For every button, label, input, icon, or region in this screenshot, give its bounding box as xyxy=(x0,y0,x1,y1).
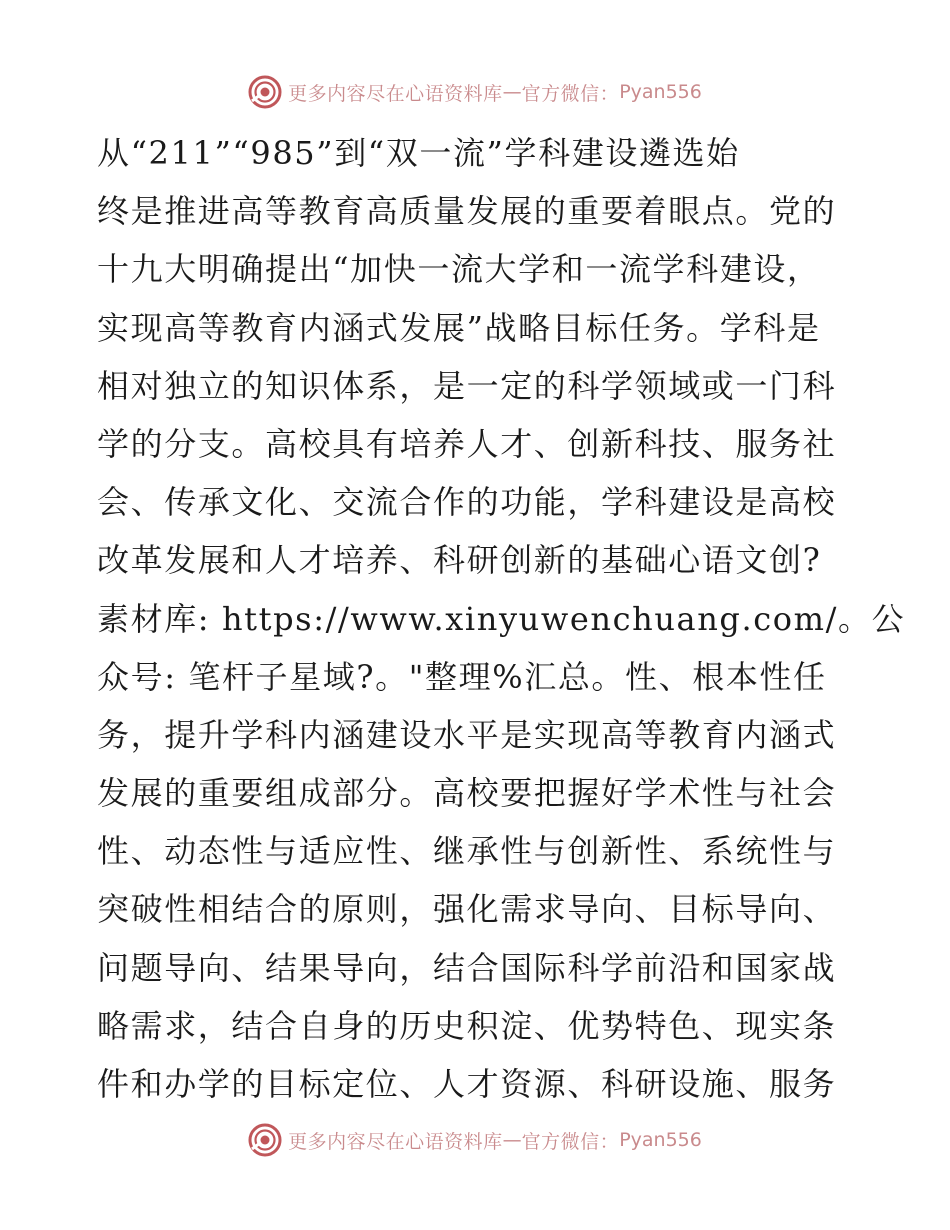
body-line: 务，提升学科内涵建设水平是实现高等教育内涵式 xyxy=(97,715,837,754)
footer-account-label: 官方微信： xyxy=(521,1130,620,1153)
footer-banner xyxy=(0,1120,950,1160)
body-line: 突破性相结合的原则，强化需求导向、目标导向、 xyxy=(97,890,837,929)
header-banner xyxy=(0,72,950,112)
coil-logo-icon xyxy=(248,1123,282,1157)
body-line: 终是推进高等教育高质量发展的重要着眼点。党的 xyxy=(97,192,837,231)
header-account-label: 官方微信： xyxy=(521,82,620,105)
body-line: 性、动态性与适应性、继承性与创新性、系统性与 xyxy=(97,832,837,871)
document-body xyxy=(97,124,906,1113)
body-line: 略需求，结合自身的历史积淀、优势特色、现实条 xyxy=(97,1006,837,1045)
footer-separator: — xyxy=(502,1129,522,1151)
body-line: 众号: 笔杆子星域?。"整理%汇总。性、根本性任 xyxy=(97,657,827,696)
header-site-name: 更多内容尽在心语资料库 xyxy=(288,82,503,105)
body-line: 会、传承文化、交流合作的功能，学科建设是高校 xyxy=(97,483,837,522)
body-line: 实现高等教育内涵式发展”战略目标任务。学科是 xyxy=(97,308,821,347)
footer-account-id: Pyan556 xyxy=(619,1129,702,1151)
body-line: 十九大明确提出“加快一流大学和一流学科建设， xyxy=(97,250,821,289)
body-line: 学的分支。高校具有培养人才、创新科技、服务社 xyxy=(97,424,837,463)
footer-site-name: 更多内容尽在心语资料库 xyxy=(288,1130,503,1153)
body-line: 发展的重要组成部分。高校要把握好学术性与社会 xyxy=(97,774,837,813)
header-account-id: Pyan556 xyxy=(619,81,702,103)
body-line: 相对独立的知识体系，是一定的科学领域或一门科 xyxy=(97,366,837,405)
body-line: 素材库: https://www.xinyuwenchuang.com/。公 xyxy=(97,599,906,638)
header-separator: — xyxy=(502,81,522,103)
body-line: 问题导向、结果导向，结合国际科学前沿和国家战 xyxy=(97,948,837,987)
coil-logo-icon xyxy=(248,75,282,109)
body-line: 改革发展和人才培养、科研创新的基础心语文创? xyxy=(97,541,822,580)
body-line: 件和办学的目标定位、人才资源、科研设施、服务 xyxy=(97,1065,837,1103)
body-line: 从“211”“985”到“双一流”学科建设遴选始 xyxy=(97,134,740,172)
